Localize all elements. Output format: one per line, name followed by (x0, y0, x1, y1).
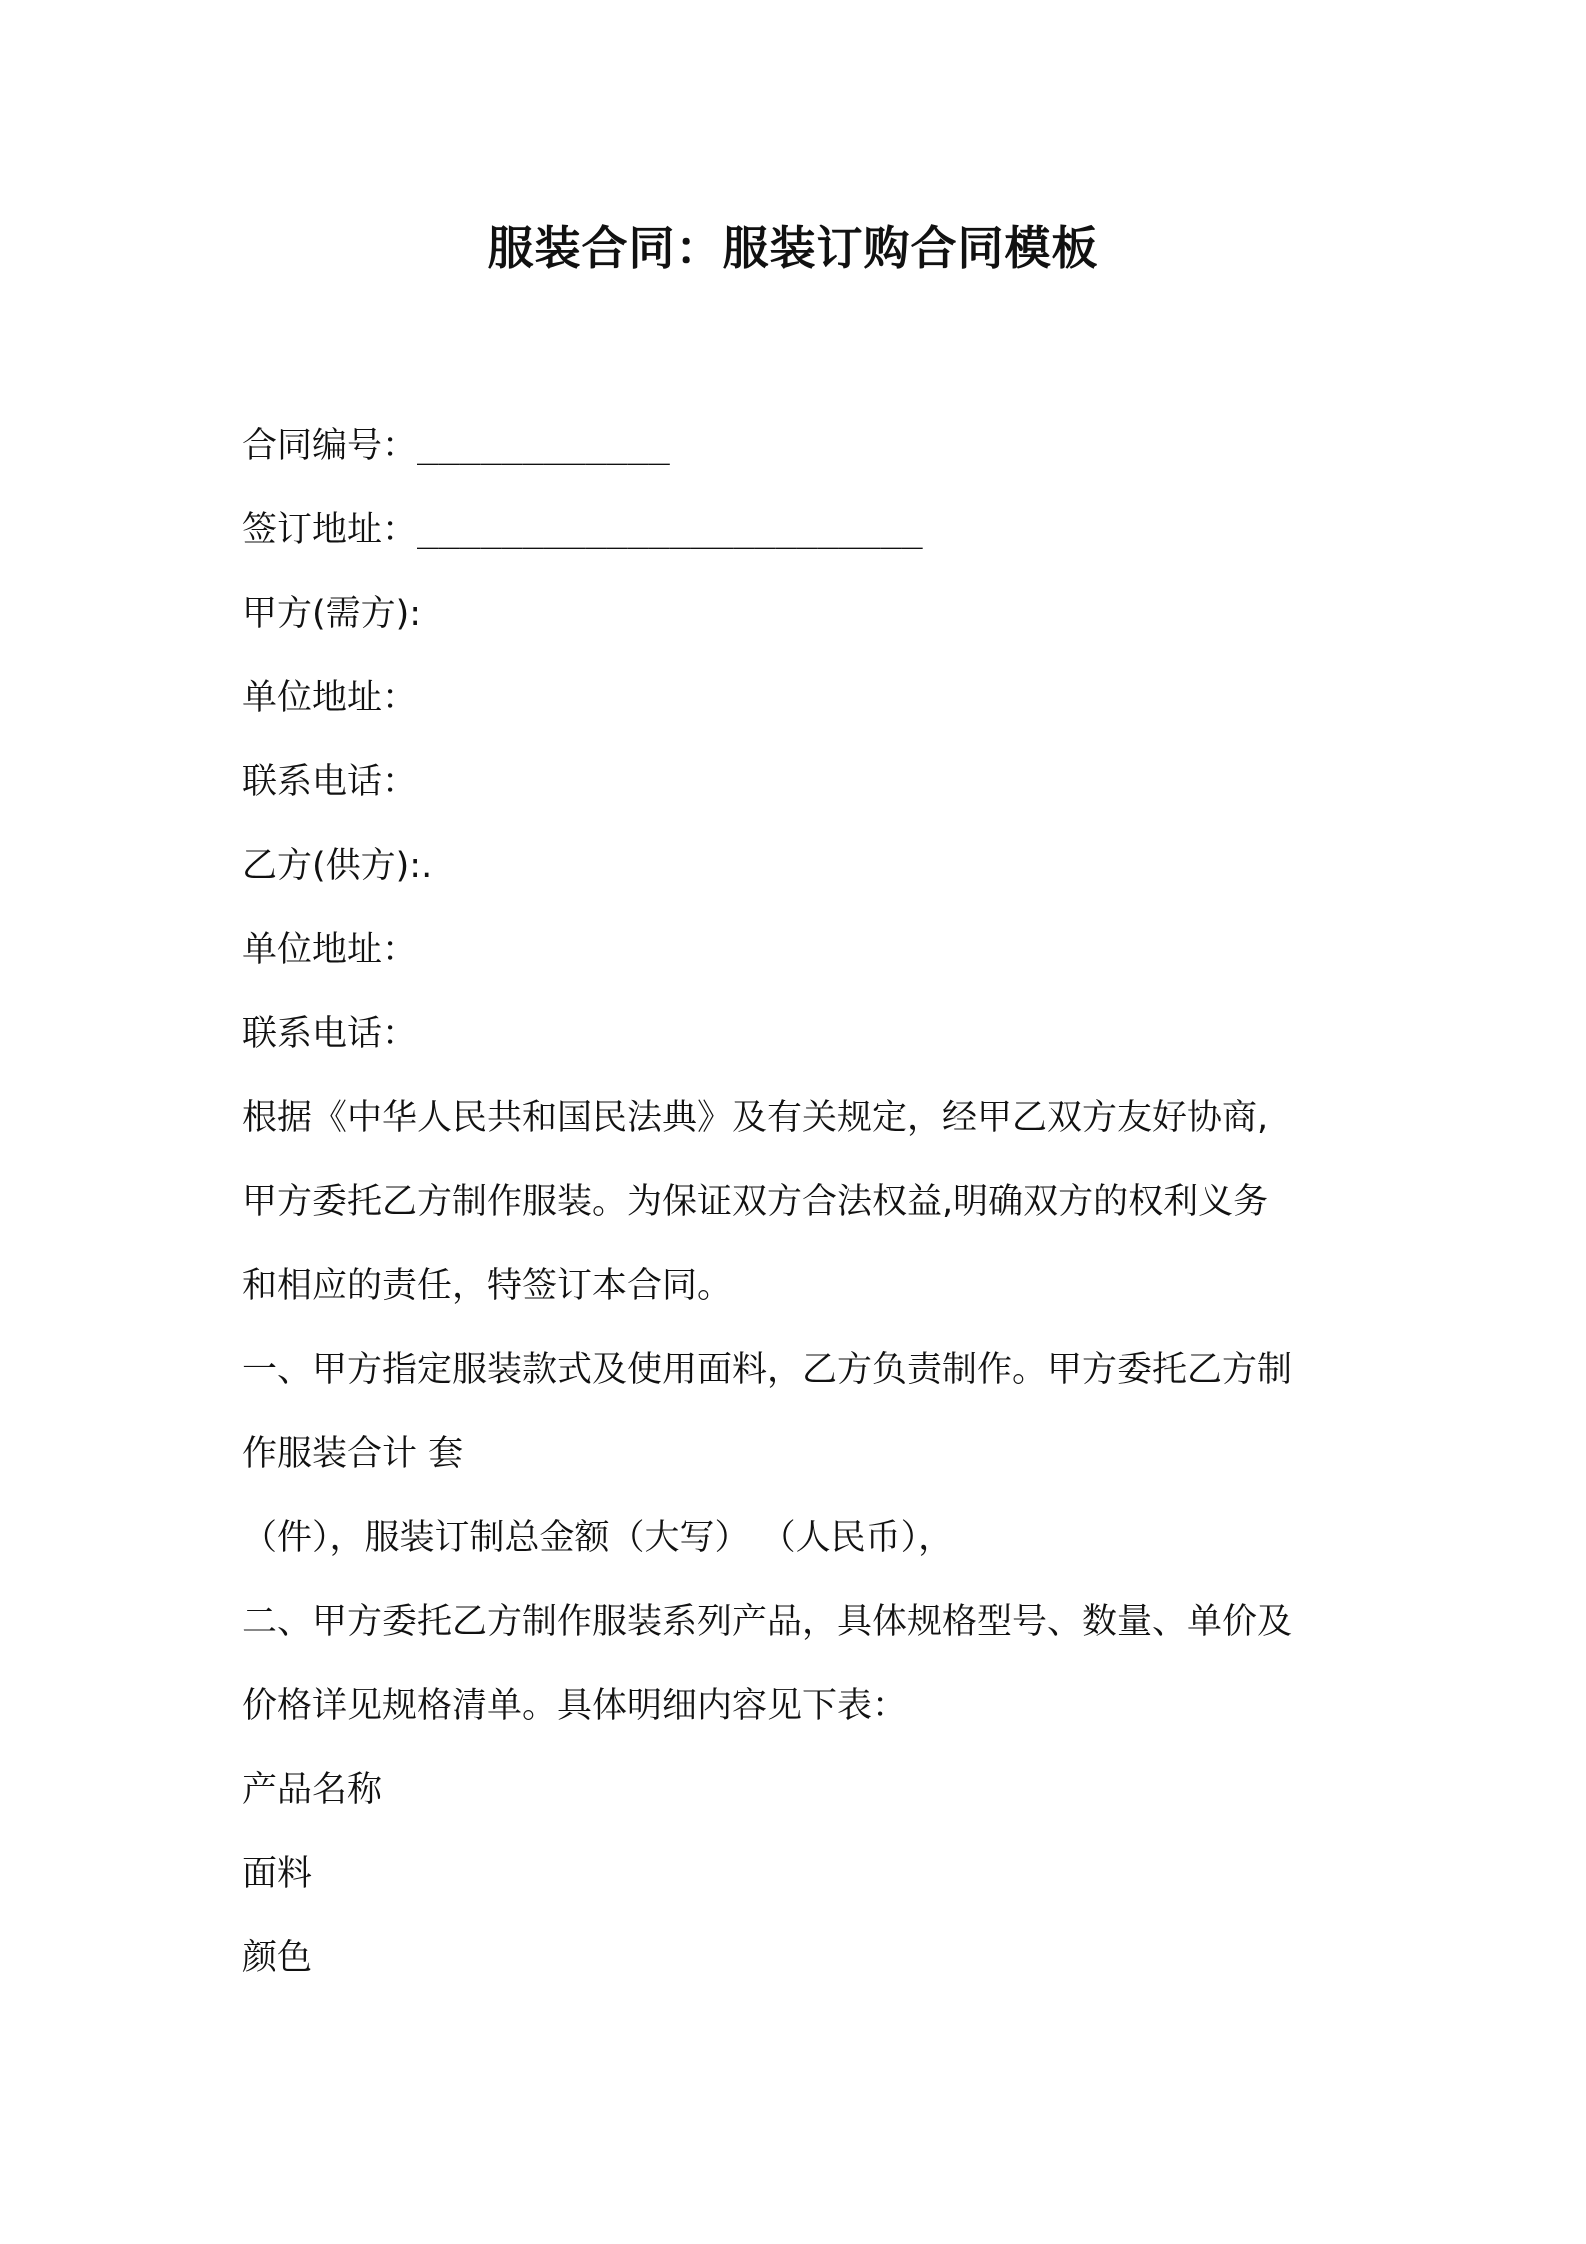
signing-address-line (242, 488, 1362, 572)
fabric-line: 面料 (242, 1854, 313, 1894)
color-line: 颜色 (242, 1938, 313, 1978)
preamble-line-2: 甲方委托乙方制作服装。为保证双方合法权益,明确双方的权利义务 (242, 1182, 1269, 1222)
party-b-address-line: 单位地址： (242, 930, 418, 970)
preamble-line-1: 根据《中华人民共和国民法典》及有关规定，经甲乙双方友好协商, (242, 1098, 1269, 1138)
clause-1-line-3: （件），服装订制总金额（大写） （人民币）， (242, 1518, 954, 1558)
contract-body (242, 404, 1362, 2000)
party-b-line: 乙方(供方):. (242, 846, 433, 886)
party-a-address-line: 单位地址： (242, 678, 418, 718)
clause-2-line-2: 价格详见规格清单。具体明细内容见下表： (242, 1686, 908, 1726)
preamble-line-3: 和相应的责任，特签订本合同。 (242, 1266, 733, 1306)
party-a-line: 甲方(需方): (242, 594, 422, 634)
document-title: 服装合同：服装订购合同模板 (487, 221, 1099, 275)
clause-1-line-2: 作服装合计 套 (242, 1434, 464, 1474)
contract-number-line (242, 404, 1362, 488)
party-b-phone-line: 联系电话： (242, 1014, 418, 1054)
signing-address-blank: ________________________ (417, 510, 923, 550)
party-a-phone-line: 联系电话： (242, 762, 418, 802)
signing-address-label: 签订地址： (242, 510, 418, 550)
clause-1-line-1: 一、甲方指定服装款式及使用面料，乙方负责制作。甲方委托乙方制 (242, 1350, 1293, 1390)
clause-2-line-1: 二、甲方委托乙方制作服装系列产品，具体规格型号、数量、单价及 (242, 1602, 1293, 1642)
contract-number-blank: ____________ (417, 426, 670, 466)
product-name-line: 产品名称 (242, 1770, 383, 1810)
contract-number-label: 合同编号： (242, 426, 418, 466)
